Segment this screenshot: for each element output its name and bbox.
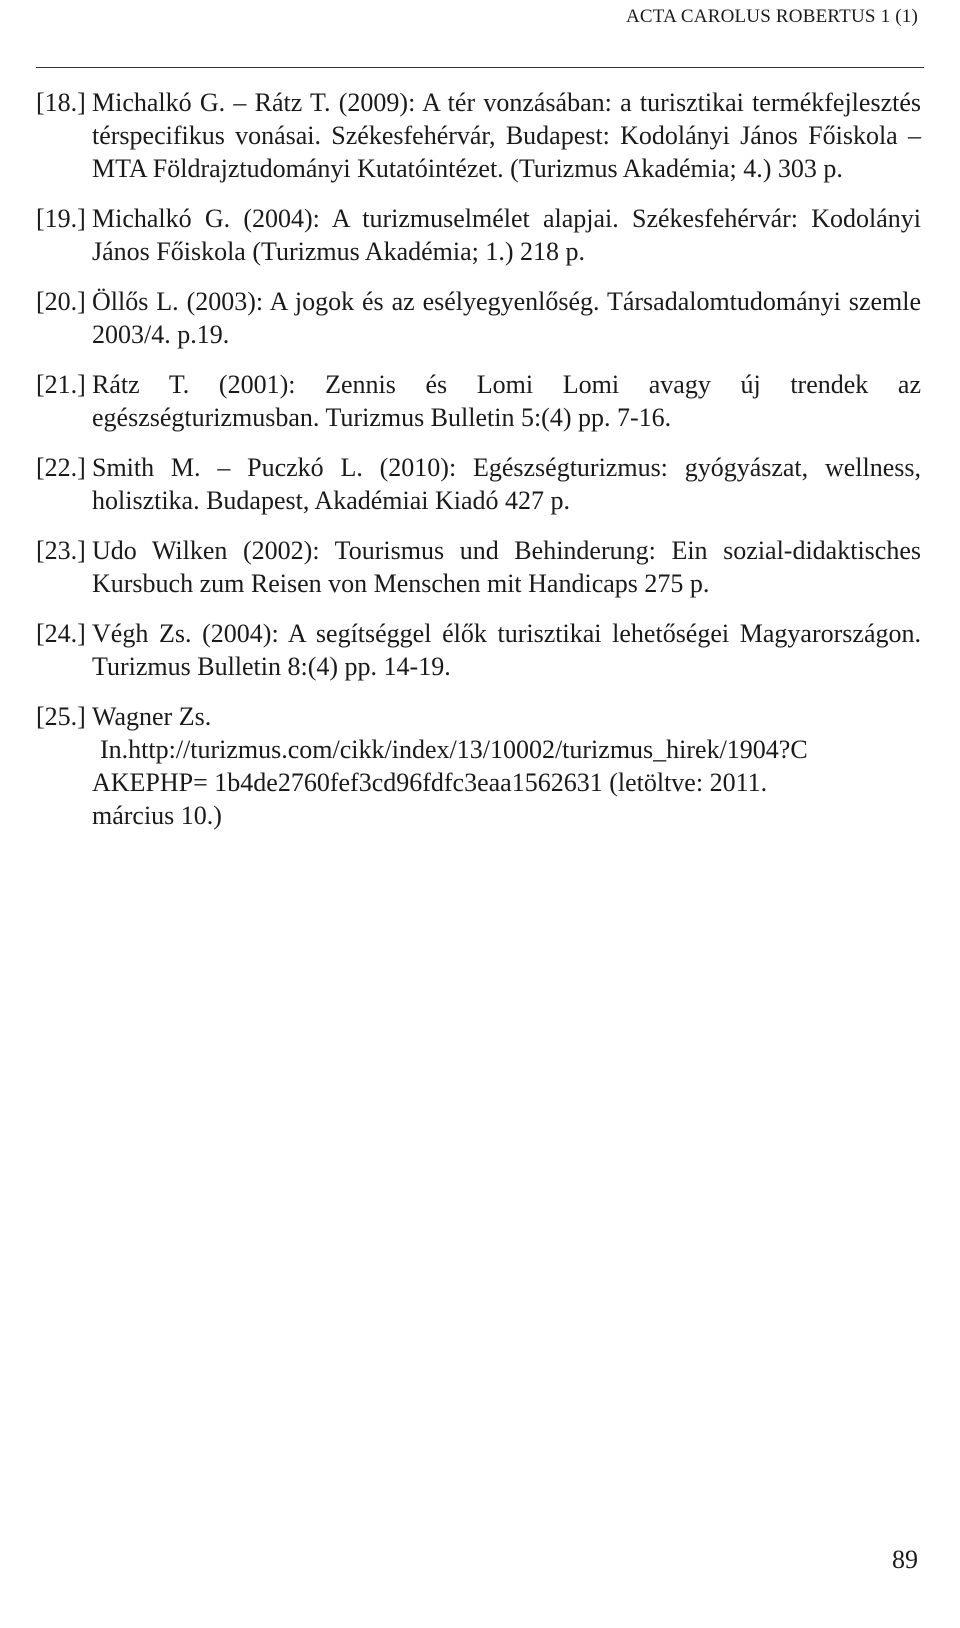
reference-text: Smith M. – Puczkó L. (2010): Egészségturizmus: gyógyászat, wellness, holisztika. Budapest, Akadémiai Kiadó 427 p. [92, 453, 921, 515]
running-header: ACTA CAROLUS ROBERTUS 1 (1) [626, 6, 918, 27]
reference-number: [18.] [36, 88, 86, 117]
reference-line: március 10.) [92, 801, 222, 830]
reference-item [36, 368, 921, 434]
reference-line: AKEPHP= 1b4de2760fef3cd96fdfc3eaa1562631 (letöltve: 2011. [92, 768, 768, 797]
reference-number: [21.] [36, 370, 86, 399]
reference-text: Végh Zs. (2004): A segítséggel élők turisztikai lehetőségei Magyarországon. Turizmus Bulletin 8:(4) pp. 14-19. [92, 619, 921, 681]
reference-text: Michalkó G. – Rátz T. (2009): A tér vonzásában: a turisztikai termékfejlesztés térspecifikus vonásai. Székesfehérvár, Budapest: Kodolányi János Főiskola – MTA Földrajztudományi Kutatóintézet. (Turizmus Akadémia; 4.) 303 p. [92, 88, 921, 183]
reference-number: [20.] [36, 287, 86, 316]
reference-list [36, 86, 921, 849]
reference-text: Michalkó G. (2004): A turizmuselmélet alapjai. Székesfehérvár: Kodolányi János Főiskola (Turizmus Akadémia; 1.) 218 p. [92, 204, 921, 266]
reference-item [36, 202, 921, 268]
reference-number: [22.] [36, 453, 86, 482]
reference-text: Öllős L. (2003): A jogok és az esélyegyenlőség. Társadalomtudományi szemle 2003/4. p.19. [92, 287, 921, 349]
reference-url-line: In.http://turizmus.com/cikk/index/13/10002/turizmus_hirek/1904?C [100, 735, 808, 764]
reference-item [36, 700, 921, 832]
reference-item [36, 451, 921, 517]
reference-item [36, 285, 921, 351]
reference-text: Udo Wilken (2002): Tourismus und Behinderung: Ein sozial-didaktisches Kursbuch zum Reisen von Menschen mit Handicaps 275 p. [92, 536, 921, 598]
reference-item [36, 86, 921, 185]
reference-number: [25.] [36, 702, 86, 731]
reference-text: Rátz T. (2001): Zennis és Lomi Lomi avagy új trendek az egészségturizmusban. Turizmus Bulletin 5:(4) pp. 7-16. [92, 370, 921, 432]
page-number: 89 [892, 1545, 918, 1574]
reference-number: [19.] [36, 204, 86, 233]
reference-item [36, 617, 921, 683]
reference-line: Wagner Zs. [92, 702, 212, 731]
header-rule [36, 67, 924, 68]
reference-number: [24.] [36, 619, 86, 648]
reference-text [92, 700, 921, 832]
reference-number: [23.] [36, 536, 86, 565]
reference-item [36, 534, 921, 600]
